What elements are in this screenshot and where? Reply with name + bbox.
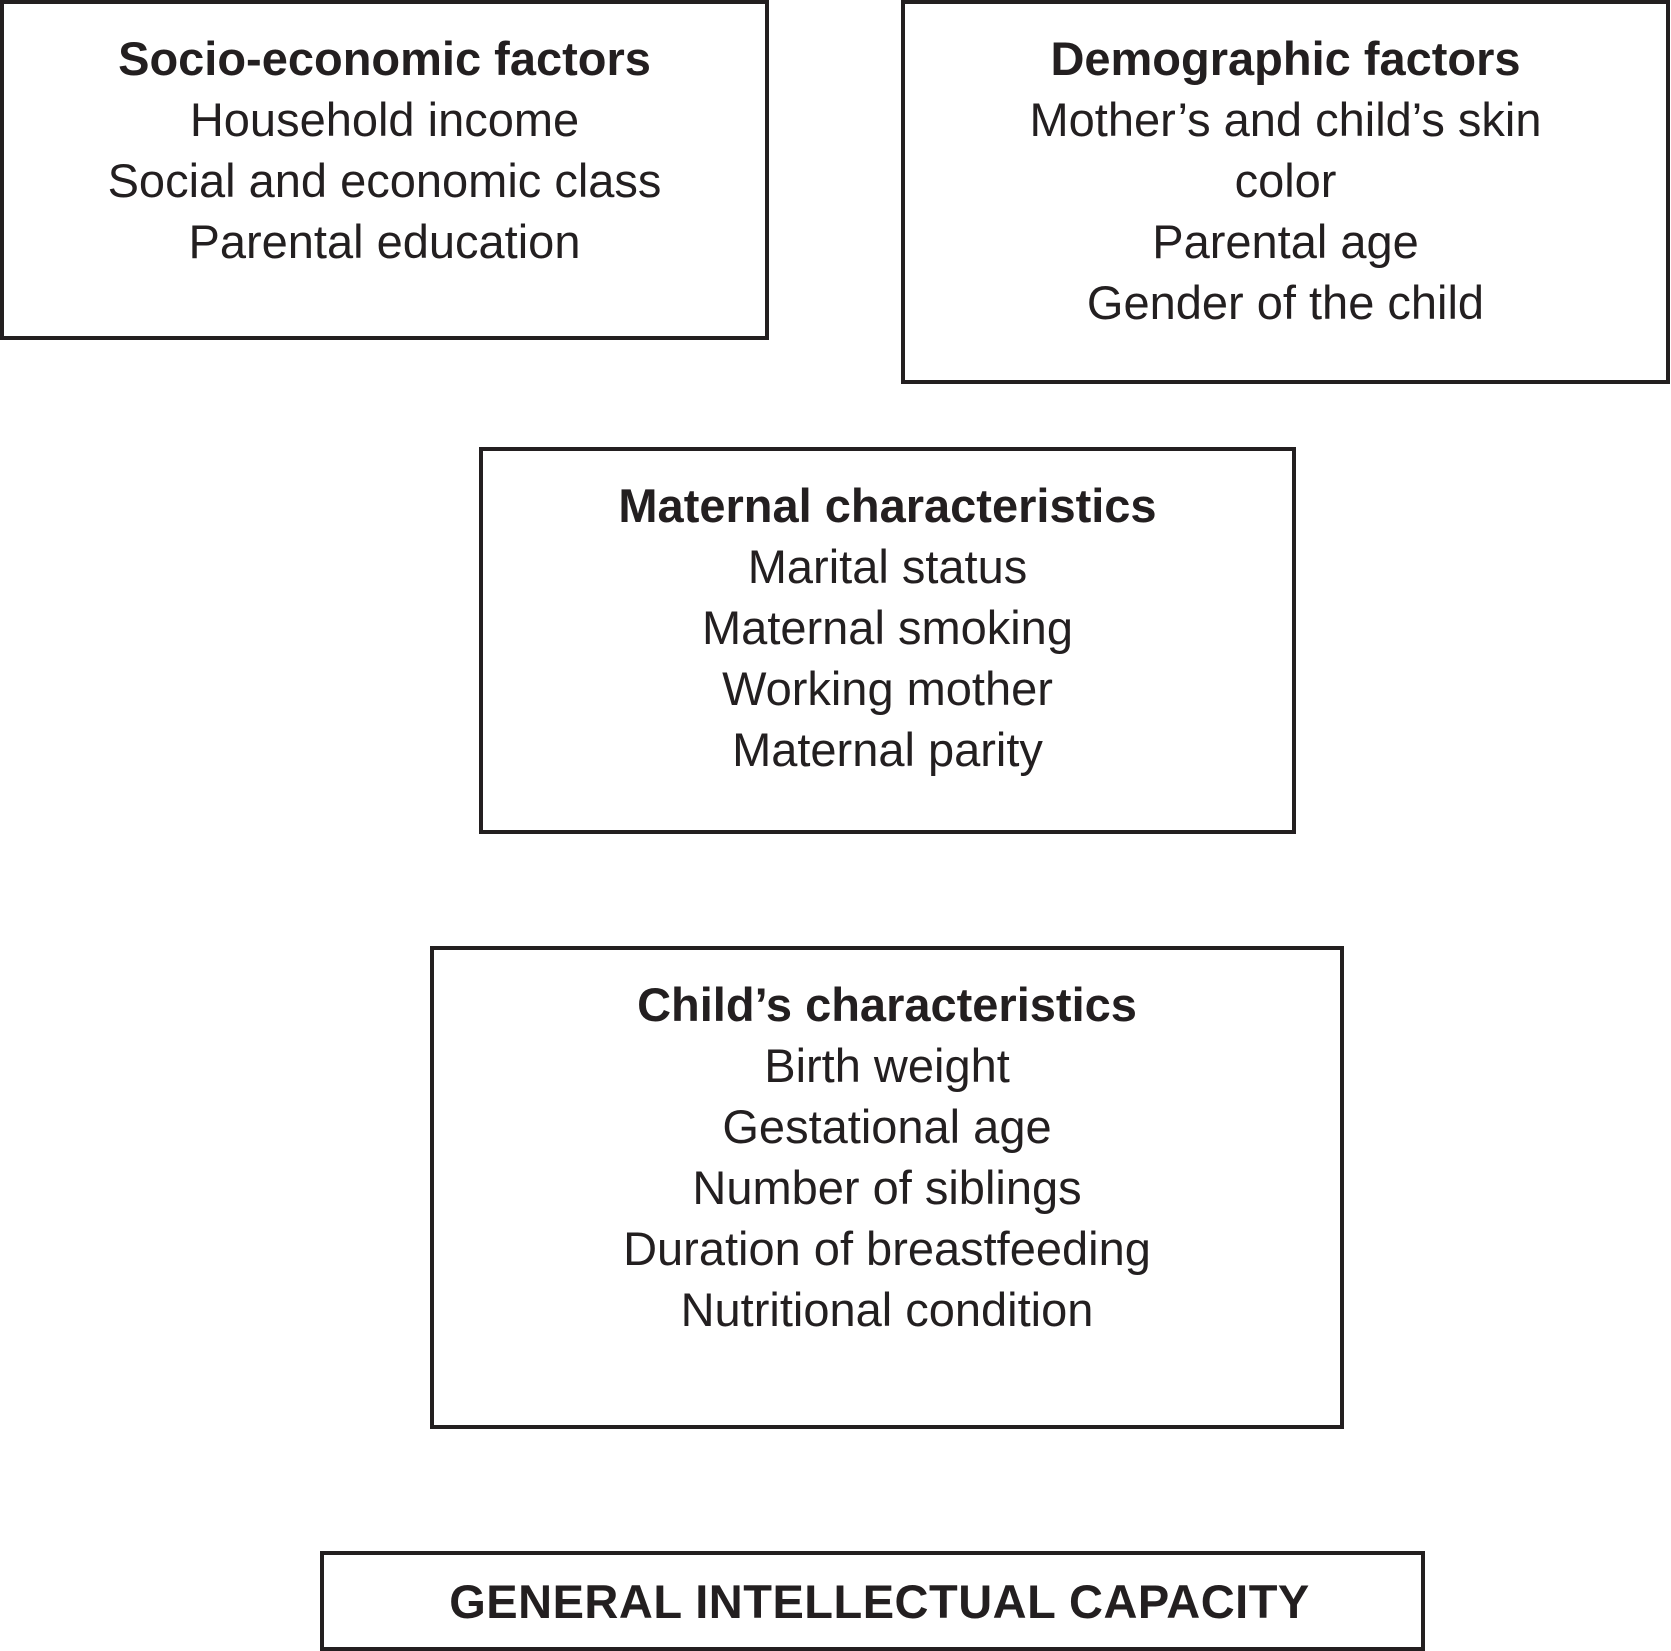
child-item-gestational-age: Gestational age	[722, 1100, 1052, 1153]
maternal-item-parity: Maternal parity	[732, 723, 1043, 776]
child-characteristics-box	[430, 946, 1344, 1429]
socio-item-social-economic-class: Social and economic class	[107, 154, 662, 207]
demographic-factors-title: Demographic factors	[1050, 32, 1521, 85]
socio-economic-factors-title: Socio-economic factors	[118, 32, 651, 85]
child-item-number-of-siblings: Number of siblings	[692, 1161, 1082, 1214]
demographic-factors-box	[901, 0, 1670, 384]
demographic-item-parental-age: Parental age	[1152, 215, 1419, 268]
socio-item-parental-education: Parental education	[188, 215, 581, 268]
maternal-characteristics-title: Maternal characteristics	[618, 479, 1157, 532]
general-intellectual-capacity-label: GENERAL INTELLECTUAL CAPACITY	[449, 1574, 1310, 1628]
general-intellectual-capacity-box	[320, 1551, 1425, 1651]
demographic-item-skin-color: Mother’s and child’s skin color	[1029, 93, 1542, 207]
maternal-item-marital-status: Marital status	[747, 540, 1028, 593]
child-item-birth-weight: Birth weight	[764, 1039, 1010, 1092]
child-characteristics-title: Child’s characteristics	[637, 978, 1137, 1031]
child-item-nutritional-condition: Nutritional condition	[680, 1283, 1094, 1336]
demographic-item-gender: Gender of the child	[1086, 276, 1485, 329]
maternal-item-working-mother: Working mother	[722, 662, 1053, 715]
maternal-item-smoking: Maternal smoking	[702, 601, 1073, 654]
maternal-characteristics-box	[479, 447, 1296, 834]
socio-item-household-income: Household income	[189, 93, 580, 146]
child-item-breastfeeding-duration: Duration of breastfeeding	[623, 1222, 1151, 1275]
socio-economic-factors-box	[0, 0, 769, 340]
